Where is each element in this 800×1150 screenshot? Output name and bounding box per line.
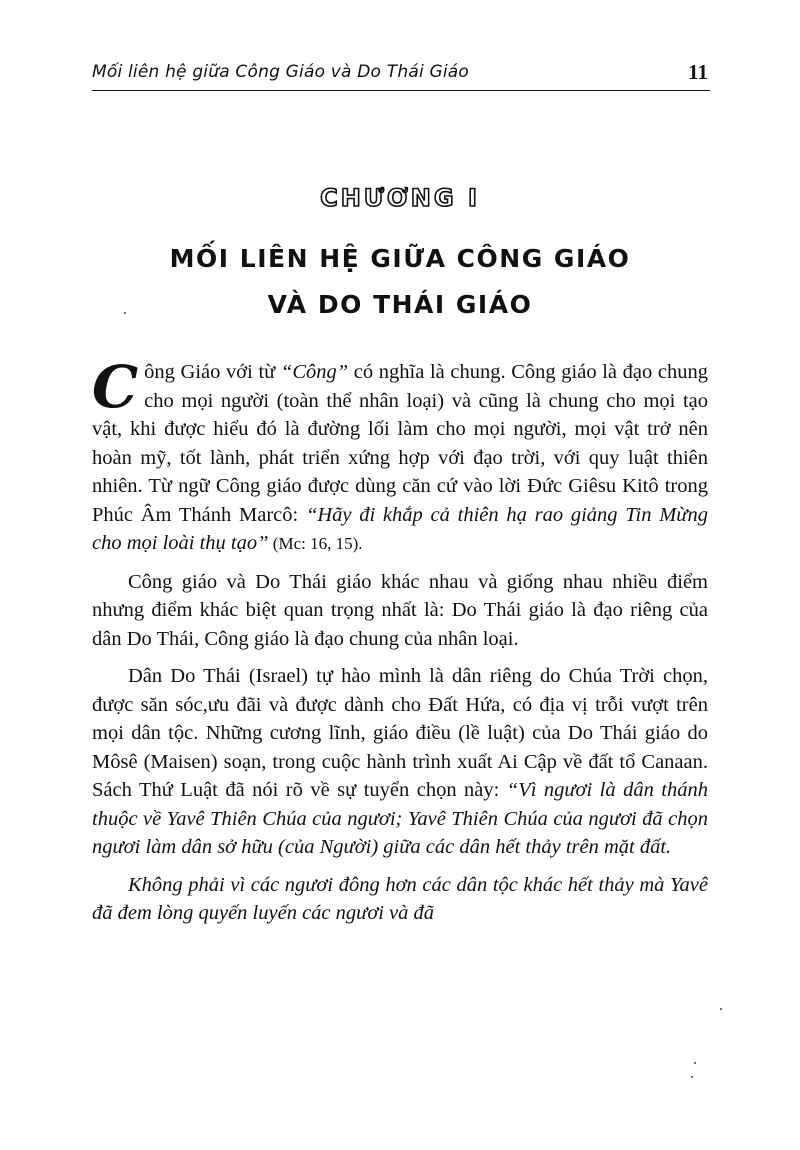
chapter-title-line-2: VÀ DO THÁI GIÁO [267, 290, 533, 319]
paragraph-1 [92, 353, 709, 559]
paragraph-1-text-a: ông Giáo với từ [144, 361, 281, 383]
paragraph-2: Công giáo và Do Thái giáo khác nhau và giống nhau nhiều điểm nhưng điểm khác biệt quan trọng nhất là: Do Thái giáo là đạo riêng của dân Do Thái, Công giáo là đạo chung của nhân loại. [92, 570, 708, 650]
print-speck [720, 1008, 722, 1010]
chapter-title [0, 236, 800, 328]
paragraph-1-scripture-quote: “Hãy đi khắp cả thiên hạ rao giảng Tin Mừng cho mọi loài thụ tạo” [92, 503, 708, 554]
paragraph-4: Không phải vì các ngươi đông hơn các dân tộc khác hết thảy mà Yavê đã đem lòng quyến luyến các ngươi và đã [92, 873, 708, 924]
paragraph-3-text: Dân Do Thái (Israel) tự hào mình là dân riêng do Chúa Trời chọn, được săn sóc,ưu đãi và được dành cho Đất Hứa, có địa vị trỗi vượt trên mọi dân tộc. Những cương lĩnh, giáo điều (lề luật) của Do Thái giáo do Môsê (Maisen) soạn, trong cuộc hành trình xuất Ai Cập về đất tổ Canaan. Sách Thứ Luật đã nói rõ về sự tuyển chọn này: [92, 665, 708, 801]
paragraph-1-text-b: có nghĩa là chung. Công giáo là đạo chung cho mọi người (toàn thể nhân loại) và cũng là chung cho mọi tạo vật, khi được hiểu đó là đường lối làm cho mọi người, mọi vật trở nên hoàn mỹ, tốt lành, phát triển xứng hợp với đạo trời, với quy luật thiên nhiên. Từ ngữ Công giáo được dùng căn cứ vào lời Đức Giêsu Kitô trong Phúc Âm Thánh Marcô: [92, 361, 709, 526]
print-speck [694, 1062, 696, 1064]
running-header [92, 56, 710, 91]
paragraph-3-scripture-quote: “Vì ngươi là dân thánh thuộc về Yavê Thiên Chúa của ngươi; Yavê Thiên Chúa của ngươi đã chọn ngươi làm dân sở hữu (của Người) giữa các dân hết thảy trên mặt đất. [92, 779, 708, 858]
body-text [92, 353, 709, 937]
print-speck [124, 312, 126, 314]
page-number: 11 [688, 60, 708, 84]
print-speck [691, 1076, 693, 1078]
paragraph-1-quote-word: “Công” [280, 361, 349, 383]
paragraph-1-citation: (Mc: 16, 15). [268, 534, 363, 553]
chapter-label: CHƯƠNG I [320, 184, 480, 212]
paragraph-3 [92, 662, 708, 862]
running-title: Mối liên hệ giữa Công Giáo và Do Thái Giáo [92, 62, 469, 82]
drop-cap: C [92, 353, 139, 421]
chapter-title-line-1: MỐI LIÊN HỆ GIỮA CÔNG GIÁO [169, 244, 631, 273]
